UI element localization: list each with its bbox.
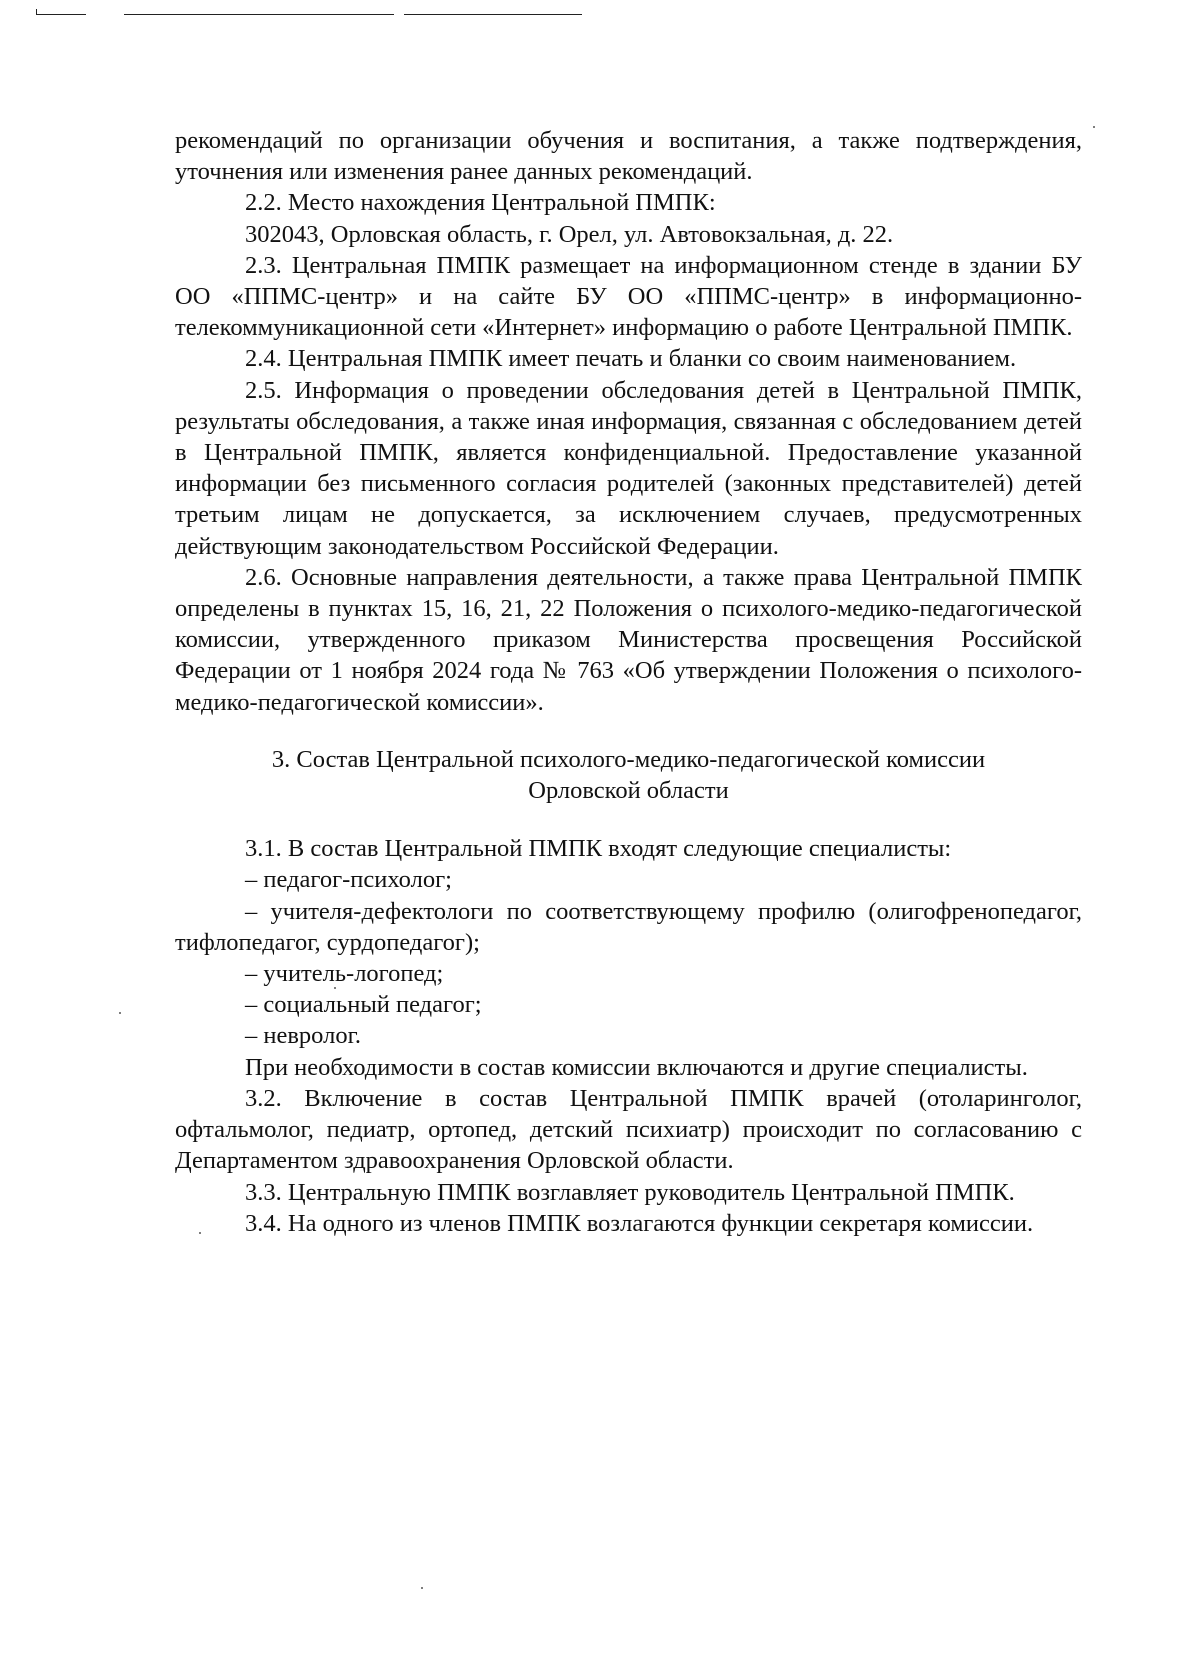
- list-item-specialist: – учитель-логопед;: [245, 960, 444, 988]
- paragraph-3-2: 3.2. Включение в состав Центральной ПМПК врачей (отоларинголог, офтальмолог, педиатр, ортопед, детский психиатр) происходит по согласованию с Департаментом здравоохранения Орловской области.: [175, 1084, 1082, 1175]
- paragraph-2-3: 2.3. Центральная ПМПК размещает на информационном стенде в здании БУ ОО «ППМС-центр» и на сайте БУ ОО «ППМС-центр» в информационно-телекоммуникационной сети «Интернет» информацию о работе Центральной ПМПК.: [175, 251, 1082, 342]
- scan-artifact-rule: [36, 14, 86, 15]
- paragraph-2-4: 2.4. Центральная ПМПК имеет печать и бланки со своим наименованием.: [245, 345, 1017, 373]
- list-item-specialist: – учителя-дефектологи по соответствующему профилю (олигофренопедагог, тифлопедагог, сурдопедагог);: [175, 897, 1082, 956]
- paragraph-address: 302043, Орловская область, г. Орел, ул. Автовокзальная, д. 22.: [245, 220, 894, 248]
- paragraph-3-3: 3.3. Центральную ПМПК возглавляет руководитель Центральной ПМПК.: [245, 1178, 1015, 1206]
- section-3-heading: [175, 744, 1082, 806]
- paragraph-2-5: 2.5. Информация о проведении обследования детей в Центральной ПМПК, результаты обследования, а также иная информация, связанная с обследованием детей в Центральной ПМПК, является конфиденциальной. Предоставление указанной информации без письменного согласия родителей (законных представителей) детей третьим лицам не допускается, за исключением случаев, предусмотренных действующим законодательством Российской Федерации.: [175, 376, 1082, 560]
- section-3-heading-line1: 3. Состав Центральной психолого-медико-педагогической комиссии: [271, 745, 986, 773]
- scan-artifact-rule: [124, 14, 394, 15]
- list-item-specialist: – социальный педагог;: [245, 991, 482, 1019]
- scan-speck: [119, 1012, 121, 1014]
- paragraph-other-specialists: При необходимости в состав комиссии включаются и другие специалисты.: [245, 1053, 1028, 1081]
- list-item-specialist: – педагог-психолог;: [245, 866, 452, 894]
- document-body: [175, 125, 1082, 1239]
- section-3-heading-line2: Орловской области: [528, 777, 729, 805]
- scan-speck: [421, 1587, 423, 1589]
- scan-artifact-rule: [404, 14, 582, 15]
- paragraph-3-4: 3.4. На одного из членов ПМПК возлагаются функции секретаря комиссии.: [245, 1209, 1034, 1237]
- paragraph-3-1: 3.1. В состав Центральной ПМПК входят следующие специалисты:: [245, 835, 952, 863]
- paragraph-2-2: 2.2. Место нахождения Центральной ПМПК:: [245, 189, 716, 217]
- list-item-specialist: – невролог.: [245, 1022, 361, 1050]
- paragraph-2-6: 2.6. Основные направления деятельности, а также права Центральной ПМПК определены в пунктах 15, 16, 21, 22 Положения о психолого-медико-педагогической комиссии, утвержденного приказом Министерства просвещения Российской Федерации от 1 ноября 2024 года № 763 «Об утверждении Положения о психолого-медико-педагогической комиссии».: [175, 563, 1082, 716]
- paragraph-continuation: рекомендаций по организации обучения и воспитания, а также подтверждения, уточнения или изменения ранее данных рекомендаций.: [175, 127, 1082, 186]
- scan-speck: [1093, 126, 1095, 128]
